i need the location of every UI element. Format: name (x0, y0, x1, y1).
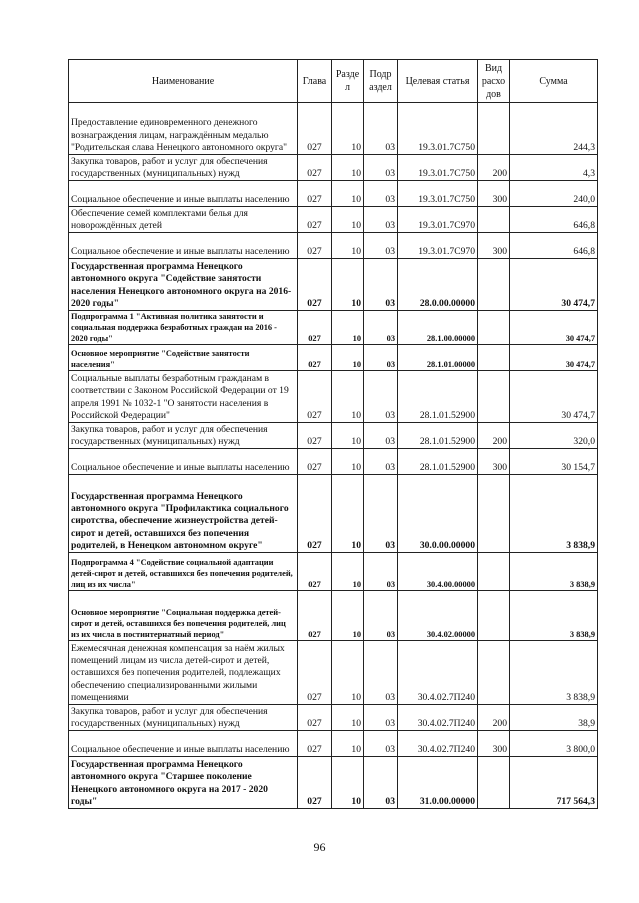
row-section: 10 (332, 423, 364, 449)
row-sum: 3 838,9 (510, 641, 598, 705)
table-row (69, 371, 598, 423)
row-subsection: 03 (364, 731, 398, 757)
row-sum: 3 800,0 (510, 731, 598, 757)
row-type (478, 259, 510, 311)
row-chapter: 027 (298, 207, 332, 233)
row-subsection: 03 (364, 103, 398, 155)
row-sum: 3 838,9 (510, 591, 598, 641)
row-chapter: 027 (298, 311, 332, 345)
row-name: Государственная программа Ненецкого автономного округа "Содействие занятости населения Ненецкого автономного округа на 2016-2020 годы" (69, 259, 298, 311)
row-type (478, 207, 510, 233)
row-sum: 320,0 (510, 423, 598, 449)
row-section: 10 (332, 345, 364, 371)
row-section: 10 (332, 731, 364, 757)
row-subsection: 03 (364, 423, 398, 449)
row-subsection: 03 (364, 345, 398, 371)
row-chapter: 027 (298, 641, 332, 705)
header-section: Разде л (332, 60, 364, 103)
row-type (478, 553, 510, 591)
row-subsection: 03 (364, 449, 398, 475)
row-target: 19.3.01.7С970 (398, 233, 478, 259)
row-section: 10 (332, 259, 364, 311)
row-section: 10 (332, 475, 364, 553)
row-target: 30.4.00.00000 (398, 553, 478, 591)
row-name: Основное мероприятие "Содействие занятости населения" (69, 345, 298, 371)
row-target: 30.0.00.00000 (398, 475, 478, 553)
row-chapter: 027 (298, 757, 332, 809)
row-sum: 717 564,3 (510, 757, 598, 809)
row-chapter: 027 (298, 259, 332, 311)
row-section: 10 (332, 757, 364, 809)
row-type: 300 (478, 181, 510, 207)
row-section: 10 (332, 591, 364, 641)
header-type: Вид расхо дов (478, 60, 510, 103)
row-target: 28.1.00.00000 (398, 311, 478, 345)
row-sum: 30 474,7 (510, 311, 598, 345)
row-section: 10 (332, 181, 364, 207)
row-chapter: 027 (298, 553, 332, 591)
row-sum: 3 838,9 (510, 553, 598, 591)
row-name: Социальное обеспечение и иные выплаты населению (69, 449, 298, 475)
table-row (69, 731, 598, 757)
row-section: 10 (332, 207, 364, 233)
row-sum: 30 154,7 (510, 449, 598, 475)
row-type: 200 (478, 423, 510, 449)
row-subsection: 03 (364, 259, 398, 311)
row-type (478, 475, 510, 553)
row-subsection: 03 (364, 705, 398, 731)
table-row (69, 207, 598, 233)
row-type: 200 (478, 705, 510, 731)
row-name: Государственная программа Ненецкого автономного округа "Старшее поколение Ненецкого автономного округа на 2017 - 2020 годы" (69, 757, 298, 809)
row-type (478, 757, 510, 809)
header-target: Целевая статья (398, 60, 478, 103)
row-sum: 240,0 (510, 181, 598, 207)
row-section: 10 (332, 233, 364, 259)
row-chapter: 027 (298, 181, 332, 207)
row-section: 10 (332, 553, 364, 591)
row-section: 10 (332, 311, 364, 345)
row-sum: 30 474,7 (510, 371, 598, 423)
table-row (69, 757, 598, 809)
row-type (478, 371, 510, 423)
row-target: 28.1.01.00000 (398, 345, 478, 371)
table-row (69, 423, 598, 449)
row-sum: 646,8 (510, 233, 598, 259)
table-row (69, 591, 598, 641)
row-name: Ежемесячная денежная компенсация за наём жилых помещений лицам из числа детей-сирот и детей, оставшихся без попечения родителей, подлежащих обеспечению специализированными жилыми помещениями (69, 641, 298, 705)
row-chapter: 027 (298, 103, 332, 155)
row-subsection: 03 (364, 155, 398, 181)
row-chapter: 027 (298, 345, 332, 371)
table-row (69, 705, 598, 731)
row-name: Государственная программа Ненецкого автономного округа "Профилактика социального сиротства, обеспечение жизнеустройства детей-сирот и детей, оставшихся без попечения родителей, в Ненецком автономном округе" (69, 475, 298, 553)
row-name: Предоставление единовременного денежного вознаграждения лицам, награждённым медалью "Родительская слава Ненецкого автономного округа" (69, 103, 298, 155)
row-name: Социальное обеспечение и иные выплаты населению (69, 181, 298, 207)
row-sum: 3 838,9 (510, 475, 598, 553)
row-target: 19.3.01.7С970 (398, 207, 478, 233)
row-target: 19.3.01.7С750 (398, 181, 478, 207)
table-row (69, 233, 598, 259)
row-subsection: 03 (364, 553, 398, 591)
row-type: 300 (478, 731, 510, 757)
table-row (69, 345, 598, 371)
row-target: 19.3.01.7С750 (398, 103, 478, 155)
row-section: 10 (332, 705, 364, 731)
row-type: 200 (478, 155, 510, 181)
row-chapter: 027 (298, 475, 332, 553)
row-subsection: 03 (364, 641, 398, 705)
row-subsection: 03 (364, 207, 398, 233)
row-section: 10 (332, 641, 364, 705)
row-name: Социальное обеспечение и иные выплаты населению (69, 731, 298, 757)
row-subsection: 03 (364, 311, 398, 345)
row-name: Социальные выплаты безработным гражданам в соответствии с Законом Российской Федерации от 19 апреля 1991 № 1032-1 "О занятости населения в Российской Федерации" (69, 371, 298, 423)
row-subsection: 03 (364, 371, 398, 423)
row-chapter: 027 (298, 705, 332, 731)
header-chapter: Глава (298, 60, 332, 103)
row-target: 31.0.00.00000 (398, 757, 478, 809)
row-name: Основное мероприятие "Социальная поддержка детей-сирот и детей, оставшихся без попечения родителей, лиц из их числа в постинтернатный период" (69, 591, 298, 641)
header-subsection: Подр аздел (364, 60, 398, 103)
row-chapter: 027 (298, 371, 332, 423)
row-section: 10 (332, 103, 364, 155)
table-row (69, 641, 598, 705)
row-type (478, 345, 510, 371)
row-name: Социальное обеспечение и иные выплаты населению (69, 233, 298, 259)
table-row (69, 103, 598, 155)
row-subsection: 03 (364, 233, 398, 259)
table-body (69, 103, 598, 809)
row-name: Подпрограмма 1 "Активная политика занятости и социальная поддержка безработных граждан на 2016 - 2020 годы" (69, 311, 298, 345)
row-chapter: 027 (298, 731, 332, 757)
row-name: Закупка товаров, работ и услуг для обеспечения государственных (муниципальных) нужд (69, 155, 298, 181)
row-sum: 30 474,7 (510, 259, 598, 311)
row-sum: 646,8 (510, 207, 598, 233)
row-target: 30.4.02.7П240 (398, 731, 478, 757)
row-type (478, 311, 510, 345)
table-row (69, 449, 598, 475)
row-subsection: 03 (364, 181, 398, 207)
table-row (69, 155, 598, 181)
header-sum: Сумма (510, 60, 598, 103)
table-row (69, 311, 598, 345)
row-target: 28.1.01.52900 (398, 371, 478, 423)
row-target: 28.0.00.00000 (398, 259, 478, 311)
table-header-row (69, 60, 598, 103)
table-row (69, 259, 598, 311)
row-type (478, 641, 510, 705)
row-chapter: 027 (298, 233, 332, 259)
row-chapter: 027 (298, 449, 332, 475)
budget-table (68, 59, 598, 809)
row-section: 10 (332, 155, 364, 181)
row-chapter: 027 (298, 591, 332, 641)
row-subsection: 03 (364, 757, 398, 809)
row-type: 300 (478, 449, 510, 475)
row-chapter: 027 (298, 155, 332, 181)
row-target: 30.4.02.00000 (398, 591, 478, 641)
row-type (478, 103, 510, 155)
page-number: 96 (313, 840, 326, 854)
row-name: Закупка товаров, работ и услуг для обеспечения государственных (муниципальных) нужд (69, 705, 298, 731)
table-row (69, 475, 598, 553)
row-name: Подпрограмма 4 "Содействие социальной адаптации детей-сирот и детей, оставшихся без попечения родителей, лиц из их числа" (69, 553, 298, 591)
row-section: 10 (332, 449, 364, 475)
row-target: 28.1.01.52900 (398, 449, 478, 475)
row-target: 30.4.02.7П240 (398, 705, 478, 731)
row-sum: 30 474,7 (510, 345, 598, 371)
row-name: Обеспечение семей комплектами белья для новорождённых детей (69, 207, 298, 233)
table-row (69, 553, 598, 591)
row-sum: 244,3 (510, 103, 598, 155)
header-name: Наименование (69, 60, 298, 103)
row-subsection: 03 (364, 591, 398, 641)
row-target: 28.1.01.52900 (398, 423, 478, 449)
row-sum: 38,9 (510, 705, 598, 731)
row-type: 300 (478, 233, 510, 259)
row-chapter: 027 (298, 423, 332, 449)
row-target: 19.3.01.7С750 (398, 155, 478, 181)
row-section: 10 (332, 371, 364, 423)
row-name: Закупка товаров, работ и услуг для обеспечения государственных (муниципальных) нужд (69, 423, 298, 449)
row-sum: 4,3 (510, 155, 598, 181)
row-target: 30.4.02.7П240 (398, 641, 478, 705)
row-subsection: 03 (364, 475, 398, 553)
table-row (69, 181, 598, 207)
row-type (478, 591, 510, 641)
